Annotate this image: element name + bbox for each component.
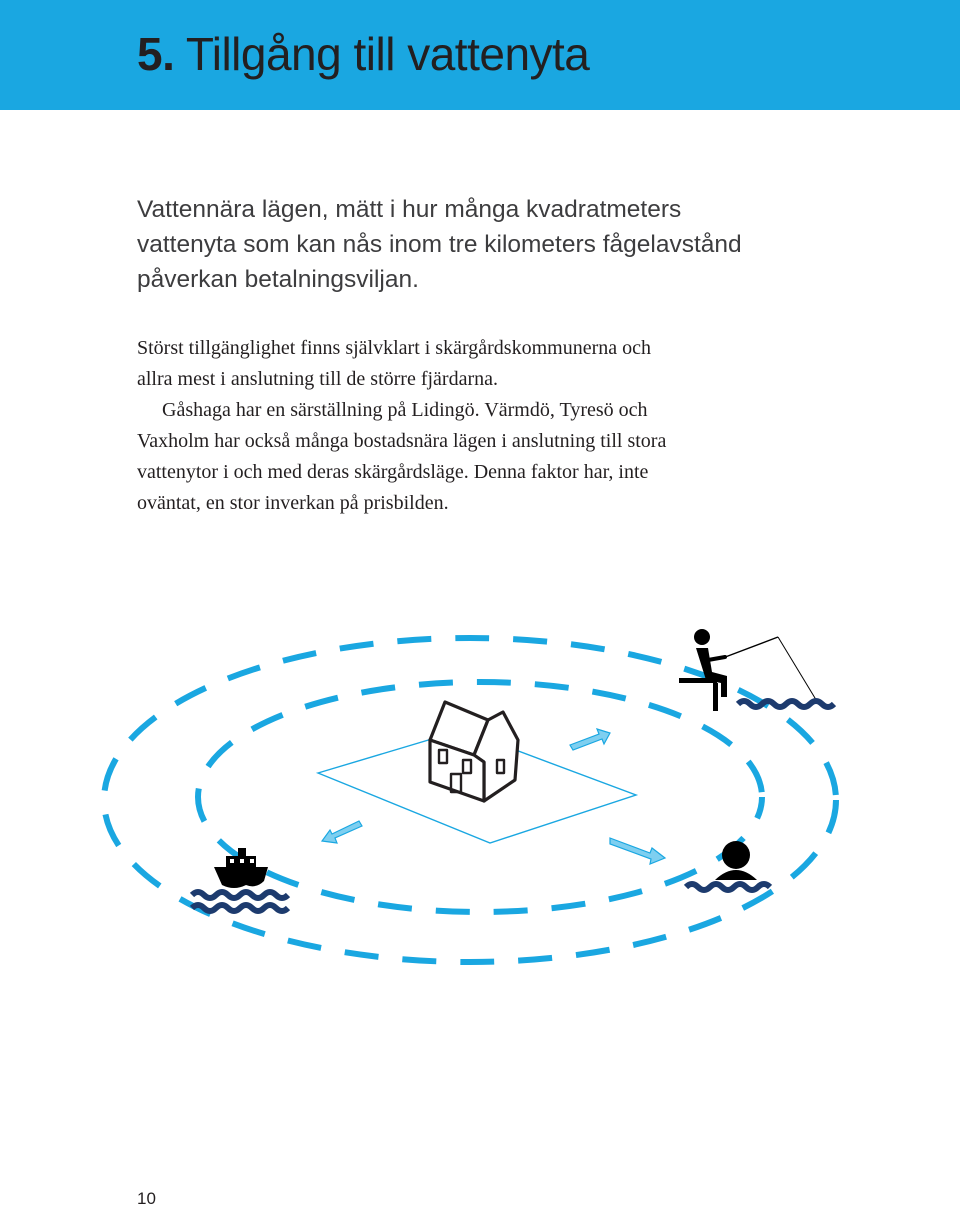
lead-line: vattenyta som kan nås inom tre kilometers fågelavstånd — [137, 231, 742, 258]
lead-paragraph — [137, 192, 857, 297]
chapter-number: 5. — [137, 28, 175, 80]
arrow-icon — [570, 729, 610, 750]
body-text — [137, 333, 857, 519]
arrow-icon — [610, 838, 665, 864]
lead-line: Vattennära lägen, mätt i hur många kvadratmeters — [137, 196, 682, 223]
ship-icon — [192, 848, 288, 911]
body-line: allra mest i anslutning till de större fjärdarna. — [137, 368, 498, 390]
swimmer-icon — [686, 841, 770, 890]
page-number: 10 — [137, 1189, 156, 1208]
body-line: Gåshaga har en särställning på Lidingö. Värmdö, Tyresö och — [162, 399, 648, 421]
body-line: Störst tillgänglighet finns självklart i skärgårdskommunerna och — [137, 337, 651, 359]
water-access-illustration — [0, 600, 960, 1000]
house-icon — [430, 702, 518, 801]
chapter-title-text: Tillgång till vattenyta — [185, 28, 590, 80]
arrow-icon — [322, 821, 362, 843]
body-line: oväntat, en stor inverkan på prisbilden. — [137, 492, 449, 514]
chapter-header — [0, 0, 960, 110]
body-line: Vaxholm har också många bostadsnära lägen i anslutning till stora — [137, 430, 667, 452]
chapter-title — [137, 26, 589, 82]
body-line: vattenytor i och med deras skärgårdsläge. Denna faktor har, inte — [137, 461, 649, 483]
lead-line: påverkan betalningsviljan. — [137, 266, 419, 293]
